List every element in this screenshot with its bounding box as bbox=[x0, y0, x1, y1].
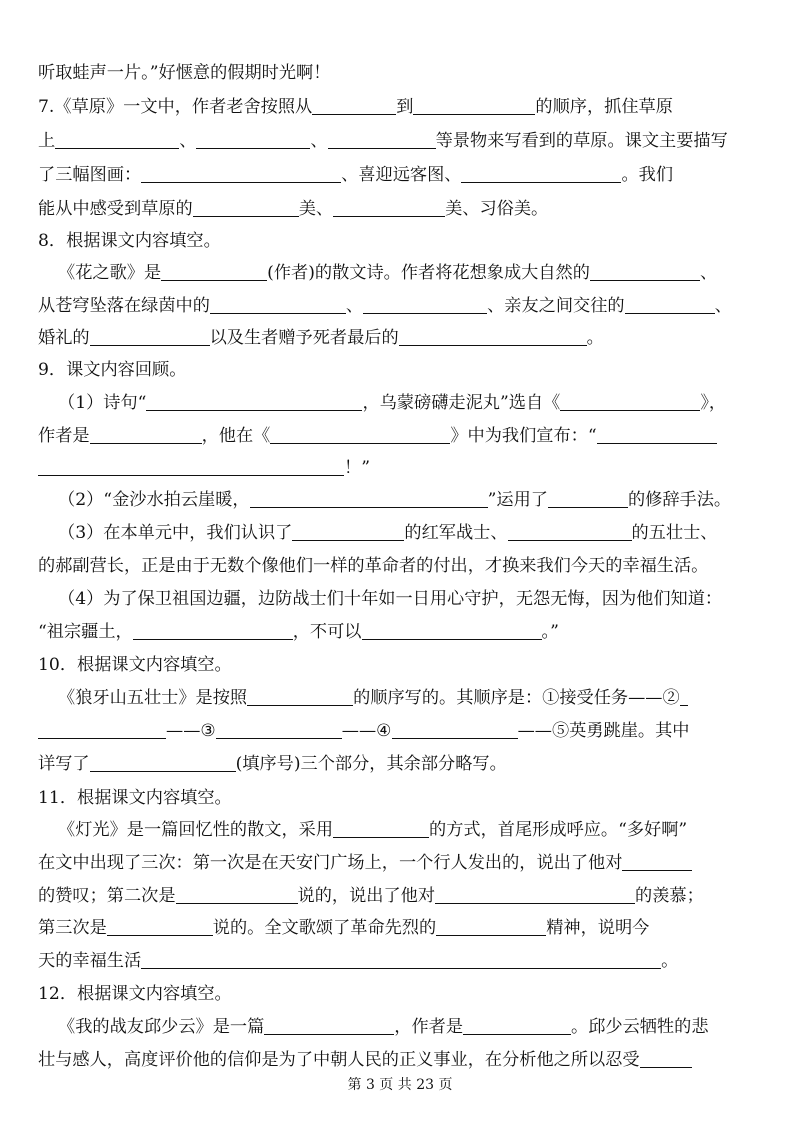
text-segment: 、 bbox=[179, 131, 197, 151]
text-segment: 的郝副营长，正是由于无数个像他们一样的革命者的付出，才换来我们今天的幸福生活。 bbox=[38, 556, 709, 576]
question-8-heading bbox=[38, 229, 221, 253]
text-segment: 能从中感受到草原的 bbox=[38, 199, 193, 219]
text-line bbox=[38, 1048, 692, 1072]
text-segment: 的五壮士、 bbox=[631, 523, 718, 543]
text-segment: 9．课文内容回顾。 bbox=[38, 360, 187, 380]
fill-blank[interactable] bbox=[625, 295, 715, 314]
fill-blank[interactable] bbox=[107, 917, 213, 936]
text-segment: 》中为我们宣布：“ bbox=[450, 426, 597, 446]
text-segment: 、亲友之间交往的 bbox=[487, 296, 625, 316]
question-10-heading bbox=[38, 653, 232, 677]
text-line bbox=[38, 326, 604, 350]
fill-blank[interactable] bbox=[193, 198, 299, 217]
text-line bbox=[38, 61, 330, 85]
fill-blank[interactable] bbox=[461, 164, 621, 183]
text-line bbox=[58, 521, 717, 545]
text-segment: 、 bbox=[714, 296, 732, 316]
question-9-heading bbox=[38, 358, 186, 382]
text-line bbox=[38, 949, 678, 973]
text-line bbox=[58, 587, 722, 611]
text-line bbox=[38, 916, 649, 940]
text-segment: ，不可以 bbox=[292, 622, 362, 642]
text-line bbox=[38, 719, 689, 743]
fill-blank[interactable] bbox=[90, 753, 236, 772]
text-segment: 。我们 bbox=[621, 165, 674, 185]
text-segment: 、 bbox=[310, 131, 328, 151]
text-line bbox=[58, 1015, 709, 1039]
fill-blank[interactable] bbox=[328, 130, 436, 149]
text-segment: 作者是 bbox=[38, 426, 90, 446]
text-line bbox=[38, 752, 507, 776]
text-segment: 10．根据课文内容填空。 bbox=[38, 655, 232, 675]
text-segment: 美、习俗美。 bbox=[445, 199, 549, 219]
text-segment: 。” bbox=[541, 622, 559, 642]
text-line bbox=[58, 391, 726, 415]
text-segment: 上 bbox=[38, 131, 56, 151]
fill-blank[interactable] bbox=[560, 392, 700, 411]
fill-blank[interactable] bbox=[90, 425, 202, 444]
text-line bbox=[58, 261, 717, 285]
text-segment: 以及生者赠予死者最后的 bbox=[209, 328, 399, 348]
fill-blank[interactable] bbox=[363, 295, 487, 314]
text-segment: 《我的战友邱少云》是一篇 bbox=[58, 1017, 265, 1037]
text-segment: 的赞叹；第二次是 bbox=[38, 886, 176, 906]
text-line bbox=[38, 884, 704, 908]
text-segment: 11．根据课文内容填空。 bbox=[38, 788, 232, 808]
text-segment: ”运用了 bbox=[487, 490, 548, 510]
text-segment: ——③ bbox=[166, 721, 216, 741]
text-segment: （4）为了保卫祖国边疆，边防战士们十年如一日用心守护，无怨无悔，因为他们知道： bbox=[58, 589, 723, 609]
fill-blank[interactable] bbox=[55, 130, 179, 149]
text-segment: ，他在《 bbox=[201, 426, 271, 446]
fill-blank[interactable] bbox=[622, 852, 692, 871]
text-segment: 美、 bbox=[298, 199, 334, 219]
fill-blank[interactable] bbox=[292, 522, 404, 541]
question-7-line bbox=[38, 95, 673, 119]
fill-blank[interactable] bbox=[312, 96, 396, 115]
fill-blank[interactable] bbox=[463, 1016, 571, 1035]
text-segment: （3）在本单元中，我们认识了 bbox=[58, 523, 293, 543]
fill-blank[interactable] bbox=[590, 262, 700, 281]
text-segment: 《花之歌》是 bbox=[58, 263, 162, 283]
text-segment: 8．根据课文内容填空。 bbox=[38, 231, 221, 251]
text-segment: 、 bbox=[699, 263, 718, 283]
fill-blank[interactable] bbox=[362, 621, 542, 640]
fill-blank[interactable] bbox=[435, 885, 635, 904]
text-segment: 壮与感人，高度评价他的信仰是为了中朝人民的正义事业，在分析他之所以忍受 bbox=[38, 1050, 640, 1070]
text-line bbox=[58, 818, 687, 842]
text-segment: （1）诗句“ bbox=[58, 393, 147, 413]
text-segment: 听取蛙声一片。”好惬意的假期时光啊！ bbox=[38, 63, 331, 83]
fill-blank[interactable] bbox=[38, 457, 344, 476]
text-segment: 天的幸福生活 bbox=[38, 951, 142, 971]
fill-blank[interactable] bbox=[264, 1016, 394, 1035]
text-segment: 7.《草原》一文中，作者老舍按照从 bbox=[38, 97, 313, 117]
text-line bbox=[38, 163, 673, 187]
text-segment: 了三幅图画： bbox=[38, 165, 142, 185]
page-footer: 第 3 页 共 23 页 bbox=[347, 1077, 453, 1093]
fill-blank[interactable] bbox=[508, 522, 632, 541]
text-line bbox=[38, 851, 692, 875]
fill-blank[interactable] bbox=[333, 198, 445, 217]
text-segment: 的顺序，抓住草原 bbox=[535, 97, 673, 117]
text-segment: 的羡慕； bbox=[635, 886, 704, 906]
text-segment: 。 bbox=[586, 328, 604, 348]
text-line bbox=[38, 620, 559, 644]
text-segment: 精神，说明今 bbox=[546, 918, 650, 938]
text-segment: 到 bbox=[396, 97, 414, 117]
text-line bbox=[38, 424, 717, 448]
text-segment: 》， bbox=[700, 393, 727, 413]
text-segment: 12．根据课文内容填空。 bbox=[38, 984, 232, 1004]
text-line bbox=[38, 197, 548, 221]
text-segment: （2）“金沙水拍云崖暖， bbox=[58, 490, 250, 510]
text-segment: ，作者是 bbox=[394, 1017, 464, 1037]
fill-blank[interactable] bbox=[247, 687, 353, 706]
text-segment: 、 bbox=[345, 296, 364, 316]
fill-blank[interactable] bbox=[141, 164, 341, 183]
fill-blank[interactable] bbox=[270, 425, 450, 444]
fill-blank[interactable] bbox=[436, 917, 546, 936]
fill-blank[interactable] bbox=[548, 489, 628, 508]
fill-blank[interactable] bbox=[90, 327, 210, 346]
fill-blank[interactable] bbox=[38, 720, 166, 739]
text-segment: 等景物来写看到的草原。课文主要描写 bbox=[435, 131, 728, 151]
text-line bbox=[58, 686, 688, 710]
text-line bbox=[38, 456, 370, 480]
text-segment: 的红军战士、 bbox=[404, 523, 508, 543]
fill-blank[interactable] bbox=[413, 96, 535, 115]
fill-blank[interactable] bbox=[640, 1049, 692, 1068]
text-segment: 《灯光》是一篇回忆性的散文，采用 bbox=[58, 820, 334, 840]
text-segment: 。邱少云牺牲的悲 bbox=[571, 1017, 709, 1037]
fill-blank[interactable] bbox=[161, 262, 267, 281]
fill-blank[interactable] bbox=[250, 489, 488, 508]
text-segment: 的顺序写的。其顺序是：①接受任务——② bbox=[353, 688, 680, 708]
text-segment: ——④ bbox=[341, 721, 392, 741]
text-segment: ！” bbox=[344, 458, 370, 478]
text-line bbox=[38, 294, 732, 318]
text-segment: 。 bbox=[661, 951, 679, 971]
text-segment: 第三次是 bbox=[38, 918, 107, 938]
text-segment: “祖宗疆土， bbox=[38, 622, 133, 642]
text-segment: ，乌蒙磅礴走泥丸”选自《 bbox=[362, 393, 561, 413]
text-segment: 的方式，首尾形成呼应。“多好啊” bbox=[429, 820, 688, 840]
fill-blank[interactable] bbox=[216, 720, 342, 739]
text-line bbox=[58, 488, 731, 512]
fill-blank[interactable] bbox=[146, 392, 362, 411]
fill-blank[interactable] bbox=[141, 950, 661, 969]
text-line bbox=[38, 554, 708, 578]
text-segment: (填序号)三个部分，其余部分略写。 bbox=[235, 754, 507, 774]
text-segment: 婚礼的 bbox=[38, 328, 90, 348]
fill-blank[interactable] bbox=[392, 720, 518, 739]
fill-blank[interactable] bbox=[333, 819, 429, 838]
text-segment: 《狼牙山五壮士》是按照 bbox=[58, 688, 248, 708]
text-segment: ——⑤英勇跳崖。其中 bbox=[517, 721, 690, 741]
fill-blank[interactable] bbox=[399, 327, 587, 346]
text-segment: 说的，说出了他对 bbox=[297, 886, 436, 906]
text-segment: 说的。全文歌颂了革命先烈的 bbox=[212, 918, 437, 938]
fill-blank[interactable] bbox=[196, 130, 310, 149]
text-segment: 、喜迎远客图、 bbox=[341, 165, 462, 185]
question-11-heading bbox=[38, 786, 232, 810]
fill-blank[interactable] bbox=[176, 885, 298, 904]
fill-blank[interactable] bbox=[597, 425, 717, 444]
text-segment: 的修辞手法。 bbox=[627, 490, 732, 510]
text-segment: 详写了 bbox=[38, 754, 90, 774]
fill-blank[interactable] bbox=[133, 621, 293, 640]
text-segment: (作者)的散文诗。作者将花想象成大自然的 bbox=[267, 263, 590, 283]
fill-blank[interactable] bbox=[210, 295, 346, 314]
text-line bbox=[38, 129, 728, 153]
text-segment: 从苍穹坠落在绿茵中的 bbox=[38, 296, 210, 316]
text-segment: 在文中出现了三次：第一次是在天安门广场上，一个行人发出的，说出了他对 bbox=[38, 853, 623, 873]
question-12-heading bbox=[38, 982, 232, 1006]
fill-blank[interactable] bbox=[680, 687, 688, 706]
